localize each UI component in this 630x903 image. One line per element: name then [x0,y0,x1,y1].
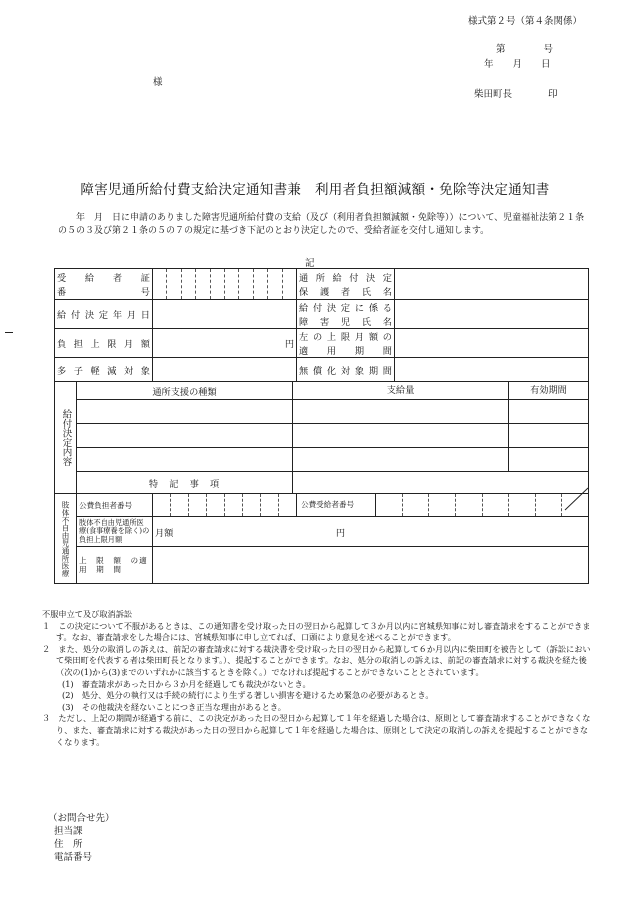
notes-heading: 不服申立て及び取消訴訟 [42,609,133,619]
note-item-2: ２ また、処分の取消しの訴えは、前記の審査請求に対する裁決書を受け取った日の翌日から起算して６か月以内に柴田町を被告として（訴訟において柴田町を代表する者は柴田町長となります。）、提起することができます。なお、処分の取消しの訴えは、前記の審査請求に対する裁決を経た後（次の(1)から(3)までのいずれかに該当するときを除く。）でなければ提起することができないこととされています。 [42,643,591,677]
decision-date-field[interactable] [153,300,297,329]
public-recipient-label: 公費受給者番号 [297,494,376,516]
note-sub-2: (2) 処分、処分の執行又は手続の続行により生ずる著しい損害を避けるため緊急の必要があるとき。 [62,690,434,701]
public-payer-field[interactable] [153,494,297,517]
intro-text: 年 月 日に申請のありました障害児通所給付費の支給（及び（利用者負担額減額・免除等））について、児童福祉法第２１条の５の３及び第２１条の５の７の規定に基づき下記のとおり決定したので、受給者証を交付し通知します。 [58,213,585,236]
service-row-cells[interactable] [293,448,589,472]
yen-unit: 円 [284,339,294,350]
service-type-cell[interactable] [77,424,293,448]
contact-heading: （お問合せ先） [48,813,115,824]
amount-header: 支給量 [293,382,509,399]
form-number: 様式第２号（第４条関係） [467,16,582,27]
monthly-label: 月額 [155,527,174,539]
service-type-cell[interactable] [77,448,293,472]
medical-limit-label: 肢体不自由児通所医療(食事療養を除く)の負担上限月額 [77,517,153,547]
limit-period-medical-label: 上 限 額 の適 用 期 間 [77,547,153,584]
note-sub-1: (1) 審査請求があった日から３か月を経過しても裁決がないとき。 [62,678,311,689]
remarks-label: 特 記 事 項 [77,472,293,494]
amount-valid-headers [293,382,589,400]
limit-amount-field[interactable] [153,329,297,358]
seal-mark: 印 [548,89,558,100]
decision-date-label: 給付決定年月日 [55,300,153,329]
medical-limit-field[interactable] [153,517,589,547]
free-period-field[interactable] [395,358,589,382]
multi-child-label: 多子軽減対象 [55,358,153,382]
issuer-name: 柴田町長 [474,89,513,100]
contact-address: 住 所 [54,839,83,850]
public-recipient-field[interactable] [376,494,588,516]
limit-amount-label: 負担上限月額 [55,329,153,358]
remarks-field[interactable] [293,472,589,494]
addressee-suffix: 様 [153,77,163,88]
service-row-cells[interactable] [293,400,589,424]
note-sub-3: (3) その他裁決を経ないことにつき正当な理由があるとき。 [62,701,286,712]
contact-block [48,812,115,864]
date-label: 年 月 日 [484,59,551,70]
contact-phone: 電話番号 [54,852,93,863]
valid-period-header: 有効期間 [530,385,567,396]
decision-content-label: 給付決定内容 [55,382,77,494]
multi-child-field[interactable] [153,358,297,382]
appeal-notes [42,609,594,748]
note-item-1: １ この決定について不服があるときは、この通知書を受け取った日の翌日から起算して３か月以内に宮城県知事に対し審査請求をすることができます。なお、審査請求をした場合には、宮城県知事に申し立てれば、口頭により意見を述べることができます。 [42,620,591,643]
service-type-header: 通所支援の種類 [77,382,293,400]
limit-period-field[interactable] [395,329,589,358]
limit-period-label: 左の上限月額の 適 用 期 間 [297,329,395,358]
diagonal-slash [565,488,588,510]
guardian-name-field[interactable] [395,269,589,300]
ki-mark: 記 [305,258,315,269]
recipient-number-label: 受 給 者 証 番 号 [55,269,153,300]
free-period-label: 無償化対象期間 [297,358,395,382]
limit-period-medical-field[interactable] [153,547,589,584]
child-name-label: 給付決定に係る 障害児氏名 [297,300,395,329]
public-payer-label: 公費負担者番号 [77,494,153,517]
recipient-number-field[interactable] [153,269,297,300]
yen-unit: 円 [335,527,345,539]
service-type-cell[interactable] [77,400,293,424]
decision-table [54,268,589,584]
public-recipient-block [297,494,589,517]
margin-tick [5,332,13,333]
note-item-3: ３ ただし、上記の期間が経過する前に、この決定があった日の翌日から起算して１年を経過した場合は、原則として審査請求することができなくなり、また、審査請求に対する裁決があった日の翌日から起算して１年を経過した場合は、原則として決定の取消しの訴えを提起することができなくなります。 [42,713,591,747]
service-row-cells[interactable] [293,424,589,448]
child-name-field[interactable] [395,300,589,329]
contact-dept: 担当課 [54,826,83,837]
physical-disability-section-label: 肢体不自由児通所医療 [55,494,77,584]
document-number-label: 第 号 [496,44,554,55]
guardian-name-label: 通所給付決定 保護者氏名 [297,269,395,300]
document-title: 障害児通所給付費支給決定通知書兼 利用者負担額減額・免除等決定通知書 [80,182,550,198]
